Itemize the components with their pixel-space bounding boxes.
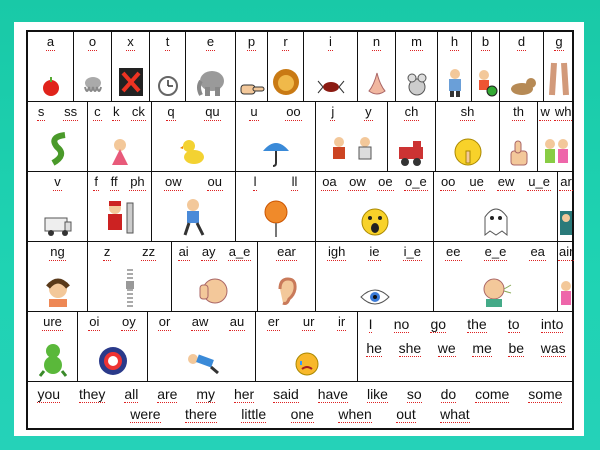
cell-g bbox=[544, 32, 574, 101]
word: when bbox=[338, 406, 372, 422]
sound-label: igh bbox=[328, 244, 346, 259]
sound-label: ll bbox=[291, 174, 298, 189]
word: come bbox=[475, 386, 510, 402]
cell-f bbox=[88, 172, 152, 241]
sound-label: ie bbox=[369, 244, 380, 259]
word: were bbox=[130, 406, 161, 422]
sound-label: ear bbox=[277, 244, 296, 259]
sound-label: ue bbox=[469, 174, 484, 189]
cell-i bbox=[304, 32, 358, 101]
sound-label: ow bbox=[164, 174, 182, 189]
word: there bbox=[184, 406, 217, 422]
word: no bbox=[393, 316, 410, 332]
sound-label: ff bbox=[110, 174, 118, 189]
cell-a bbox=[28, 32, 74, 101]
sound-label: sh bbox=[460, 104, 475, 119]
row-2 bbox=[28, 102, 572, 172]
sound-label: oa bbox=[322, 174, 337, 189]
legs-icon bbox=[548, 61, 570, 97]
sound-label: oe bbox=[378, 174, 393, 189]
listening-boy-icon bbox=[198, 275, 232, 307]
sound-label: oo bbox=[440, 174, 456, 189]
sound-label: o bbox=[88, 34, 97, 49]
sound-label: ow bbox=[349, 174, 366, 189]
cell-p bbox=[236, 32, 268, 101]
phonics-grid bbox=[26, 30, 574, 430]
ghost-icon bbox=[481, 205, 511, 237]
cell-oa bbox=[316, 172, 434, 241]
duck-icon bbox=[180, 137, 208, 167]
row-3 bbox=[28, 172, 572, 242]
word: into bbox=[540, 316, 564, 332]
sound-label: ew bbox=[497, 174, 515, 189]
cell-tricky-words bbox=[358, 312, 574, 381]
sound-label: r bbox=[283, 34, 288, 49]
sound-label: ch bbox=[404, 104, 419, 119]
word: one bbox=[290, 406, 314, 422]
sound-label: i_e bbox=[403, 244, 421, 259]
hurt-boy-icon bbox=[179, 197, 209, 237]
badge-icon bbox=[97, 345, 129, 377]
sound-label: ay bbox=[201, 244, 216, 259]
sound-label: l bbox=[253, 174, 257, 189]
sound-label: t bbox=[165, 34, 170, 49]
row-5 bbox=[28, 312, 572, 382]
word: some bbox=[528, 386, 563, 402]
children-icon bbox=[541, 137, 571, 167]
hugging-kids-icon bbox=[559, 279, 573, 307]
word: we bbox=[437, 340, 456, 356]
sound-label: x bbox=[127, 34, 134, 49]
cell-d bbox=[500, 32, 544, 101]
word: are bbox=[157, 386, 178, 402]
sound-label: ng bbox=[50, 244, 65, 259]
cell-jy bbox=[316, 102, 388, 171]
row-1 bbox=[28, 32, 572, 102]
sing-girl-icon bbox=[42, 277, 74, 307]
word: have bbox=[317, 386, 349, 402]
umbrella-icon bbox=[261, 137, 291, 167]
cell-ow bbox=[152, 172, 236, 241]
sound-label: oo bbox=[286, 104, 301, 119]
sound-label: au bbox=[229, 314, 245, 329]
word: all bbox=[124, 386, 139, 402]
cell-ch bbox=[388, 102, 436, 171]
sound-label: ir bbox=[337, 314, 346, 329]
word: you bbox=[37, 386, 61, 402]
sound-label: w bbox=[540, 104, 550, 119]
lion-icon bbox=[271, 67, 301, 97]
cell-ck bbox=[88, 102, 152, 171]
cell-ai bbox=[172, 242, 258, 311]
word: what bbox=[440, 406, 470, 422]
sound-label: n bbox=[372, 34, 381, 49]
word: the bbox=[467, 316, 487, 332]
cell-ear bbox=[258, 242, 316, 311]
cell-ar bbox=[558, 172, 574, 241]
sound-label: ure bbox=[43, 314, 62, 329]
word: said bbox=[273, 386, 299, 402]
person-icon bbox=[443, 67, 467, 97]
sound-label: p bbox=[247, 34, 256, 49]
word: her bbox=[233, 386, 255, 402]
sneeze-boy-icon bbox=[480, 275, 512, 307]
ear-icon bbox=[276, 277, 298, 307]
shush-face-icon bbox=[453, 137, 483, 167]
sound-label: b bbox=[481, 34, 490, 49]
cell-z bbox=[88, 242, 172, 311]
cell-qu bbox=[152, 102, 236, 171]
crying-face-icon bbox=[294, 351, 320, 377]
sound-label: c bbox=[94, 104, 101, 119]
sound-label: oy bbox=[121, 314, 136, 329]
cell-sh bbox=[436, 102, 500, 171]
jumping-boy-icon bbox=[327, 135, 377, 167]
firefighter-icon bbox=[103, 199, 137, 237]
sound-label: k bbox=[112, 104, 120, 119]
cell-oi bbox=[78, 312, 148, 381]
clock-icon bbox=[156, 73, 180, 97]
dog-icon bbox=[507, 75, 537, 97]
elephant-icon bbox=[195, 67, 227, 97]
cell-b bbox=[472, 32, 500, 101]
word: to bbox=[507, 316, 520, 332]
sound-label: a_e bbox=[228, 244, 251, 259]
van-icon bbox=[43, 215, 73, 237]
sound-label: ee bbox=[446, 244, 461, 259]
word: like bbox=[366, 386, 388, 402]
pointing-hand-icon bbox=[239, 81, 265, 97]
sound-label: ur bbox=[302, 314, 315, 329]
cell-ee bbox=[434, 242, 558, 311]
sound-label: ou bbox=[207, 174, 223, 189]
cell-m bbox=[396, 32, 438, 101]
word: she bbox=[398, 340, 422, 356]
mouse-icon bbox=[405, 71, 429, 97]
word: they bbox=[78, 386, 106, 402]
sound-label: th bbox=[513, 104, 524, 119]
zip-icon bbox=[123, 269, 137, 307]
sound-label: air bbox=[559, 244, 574, 259]
sound-label: ai bbox=[178, 244, 189, 259]
cell-s bbox=[28, 102, 88, 171]
cell-x bbox=[112, 32, 150, 101]
sound-label: aw bbox=[191, 314, 209, 329]
sound-label: e bbox=[206, 34, 215, 49]
cell-th bbox=[500, 102, 538, 171]
insect-icon bbox=[317, 77, 345, 97]
word: he bbox=[366, 340, 382, 356]
word: was bbox=[540, 340, 566, 356]
cell-r bbox=[268, 32, 304, 101]
surprised-face-icon bbox=[360, 207, 390, 237]
girl-icon bbox=[107, 137, 133, 167]
sound-label: j bbox=[331, 104, 335, 119]
sound-label: ss bbox=[64, 104, 78, 119]
frog-icon bbox=[39, 341, 67, 377]
thumb-icon bbox=[507, 139, 531, 167]
cell-air bbox=[558, 242, 574, 311]
sound-label: i bbox=[329, 34, 332, 49]
cell-or bbox=[148, 312, 256, 381]
phonics-sheet bbox=[14, 22, 584, 436]
word: me bbox=[472, 340, 492, 356]
octopus-icon bbox=[80, 75, 106, 97]
sound-label: m bbox=[411, 34, 422, 49]
word: out bbox=[396, 406, 416, 422]
sound-label: z bbox=[103, 244, 111, 259]
cell-l bbox=[236, 172, 316, 241]
row-4 bbox=[28, 242, 572, 312]
x-box-icon bbox=[118, 67, 144, 97]
cell-w bbox=[538, 102, 574, 171]
sound-label: f bbox=[94, 174, 98, 189]
train-icon bbox=[397, 139, 427, 167]
sound-label: y bbox=[365, 104, 372, 119]
doctor-icon bbox=[559, 209, 573, 237]
sound-label: v bbox=[54, 174, 61, 189]
cell-u bbox=[236, 102, 316, 171]
sound-label: g bbox=[555, 34, 563, 49]
sound-label: h bbox=[450, 34, 459, 49]
sound-label: ck bbox=[131, 104, 145, 119]
lollipop-icon bbox=[261, 199, 291, 237]
word: so bbox=[406, 386, 422, 402]
cell-n bbox=[358, 32, 396, 101]
word: be bbox=[508, 340, 525, 356]
sound-label: wh bbox=[554, 104, 572, 119]
sound-label: ph bbox=[130, 174, 145, 189]
cell-v bbox=[28, 172, 88, 241]
sound-label: or bbox=[158, 314, 171, 329]
apple-icon bbox=[40, 75, 62, 97]
nose-icon bbox=[366, 71, 388, 97]
sound-label: u bbox=[250, 104, 258, 119]
word: my bbox=[196, 386, 216, 402]
sound-label: u_e bbox=[528, 174, 550, 189]
sound-label: d bbox=[517, 34, 526, 49]
cell-igh bbox=[316, 242, 434, 311]
cell-ng bbox=[28, 242, 88, 311]
cell-ure bbox=[28, 312, 78, 381]
word: go bbox=[430, 316, 447, 332]
eye-icon bbox=[359, 287, 391, 307]
cell-oo bbox=[434, 172, 558, 241]
snake-icon bbox=[45, 131, 71, 167]
bottom-words bbox=[28, 382, 572, 428]
sound-label: er bbox=[267, 314, 280, 329]
sound-label: a bbox=[46, 34, 55, 49]
sound-label: ea bbox=[530, 244, 545, 259]
sound-label: q bbox=[167, 104, 175, 119]
sound-label: e_e bbox=[484, 244, 507, 259]
cell-t bbox=[150, 32, 186, 101]
cell-h bbox=[438, 32, 472, 101]
sound-label: ar bbox=[560, 174, 572, 189]
word: little bbox=[241, 406, 267, 422]
word: I bbox=[368, 316, 373, 332]
cell-e bbox=[186, 32, 236, 101]
ball-icon bbox=[474, 67, 498, 97]
sound-label: s bbox=[37, 104, 45, 119]
sound-label: oi bbox=[89, 314, 100, 329]
cell-er bbox=[256, 312, 358, 381]
word: do bbox=[440, 386, 457, 402]
sound-label: zz bbox=[142, 244, 156, 259]
cell-o bbox=[74, 32, 112, 101]
diving-boy-icon bbox=[185, 351, 219, 377]
sound-label: qu bbox=[205, 104, 220, 119]
sound-label: o_e bbox=[405, 174, 427, 189]
